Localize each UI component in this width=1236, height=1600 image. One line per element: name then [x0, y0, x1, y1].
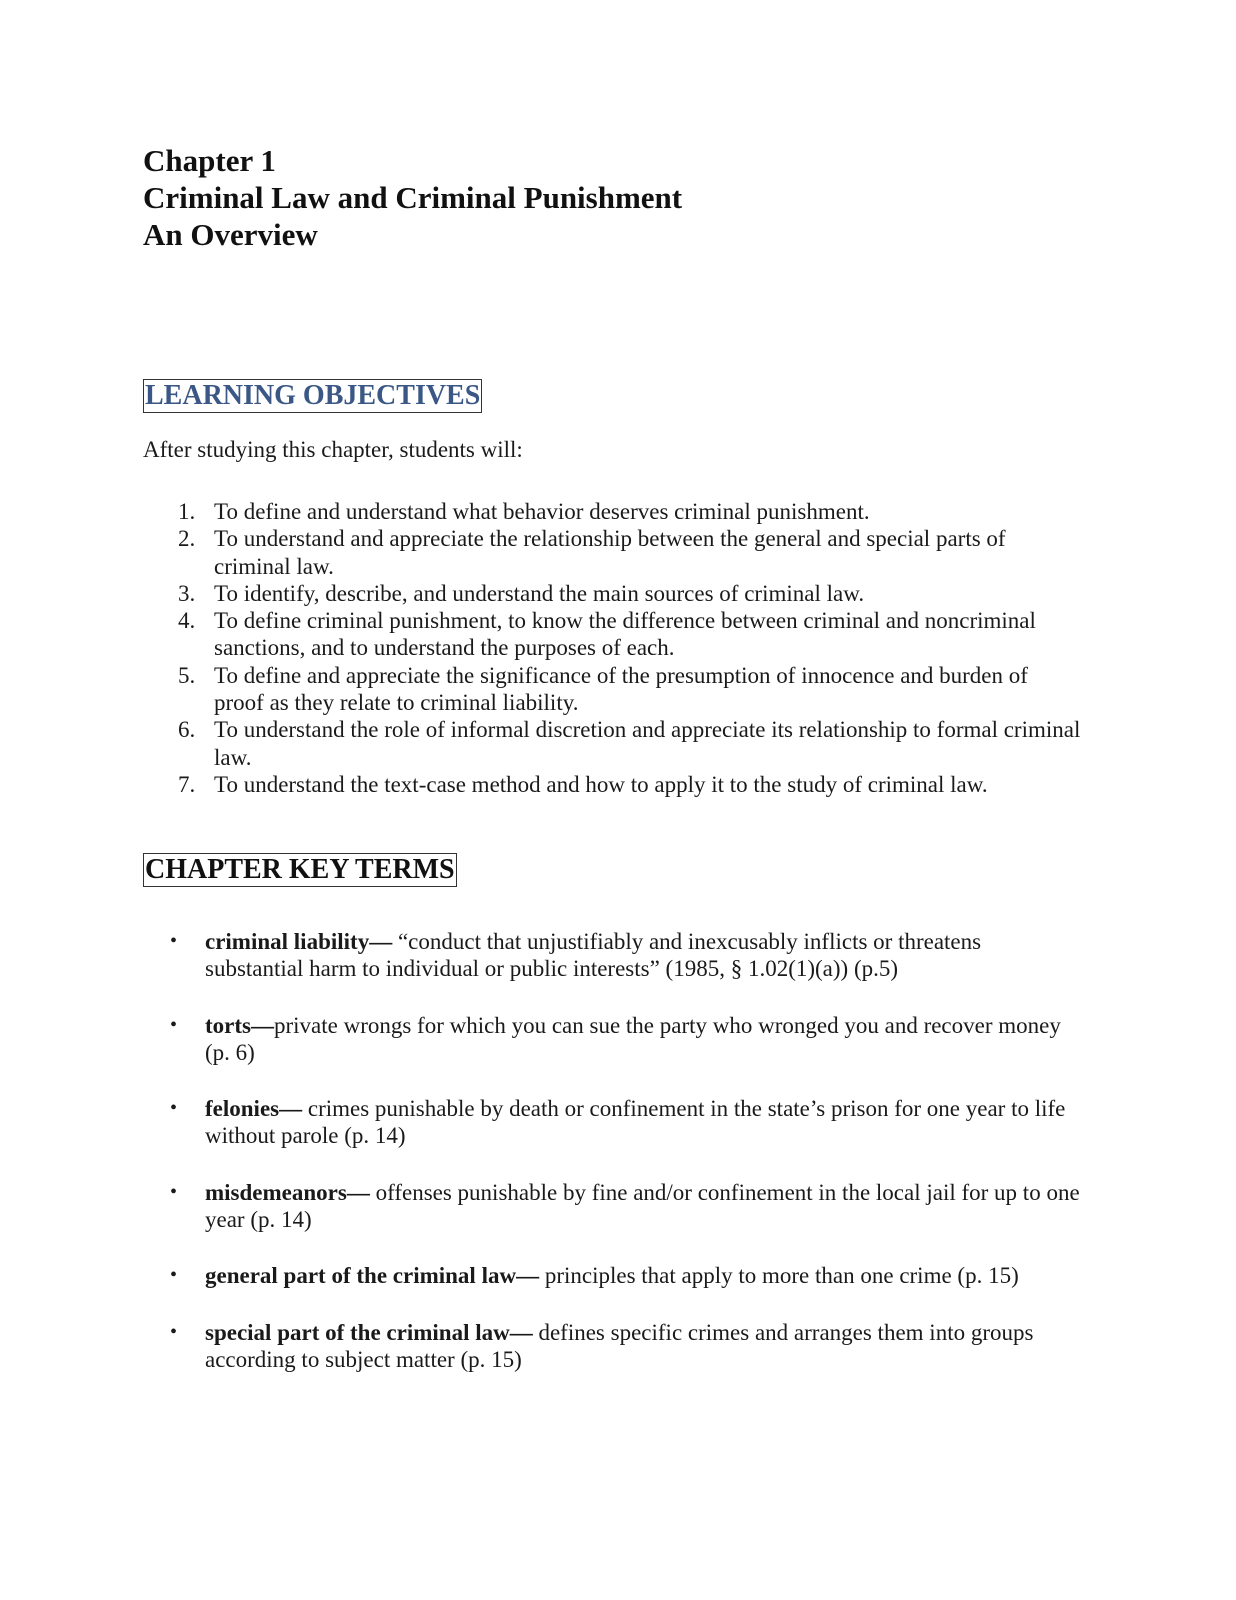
- bullet-icon: •: [170, 1264, 178, 1287]
- objective-number: 2.: [178, 526, 196, 552]
- objective-number: 3.: [178, 580, 196, 606]
- objective-number: 6.: [178, 717, 196, 743]
- bullet-icon: •: [170, 1320, 178, 1343]
- key-term-definition: crimes punishable by death or confinement in the state’s prison for one year to life without parole (p. 14): [205, 1096, 1066, 1149]
- key-term: felonies—: [205, 1096, 303, 1122]
- key-term-definition: private wrongs for which you can sue the party who wronged you and recover money (p. 6): [205, 1012, 1061, 1065]
- chapter-name: Criminal Law and Criminal Punishment: [143, 180, 683, 215]
- key-term: special part of the criminal law—: [205, 1319, 533, 1345]
- objective-item: [143, 607, 1083, 662]
- chapter-number: Chapter 1: [143, 143, 276, 178]
- objectives-intro: After studying this chapter, students will:: [143, 437, 523, 462]
- objective-text: To understand the role of informal discretion and appreciate its relationship to formal criminal law.: [214, 717, 1081, 770]
- key-term-definition: “conduct that unjustifiably and inexcusably inflicts or threatens substantial harm to individual or public interests” (1985, § 1.02(1)(a)) (p.5): [205, 929, 982, 982]
- objective-item: [143, 498, 1083, 525]
- objective-text: To define and understand what behavior deserves criminal punishment.: [214, 499, 870, 524]
- key-terms-list: [143, 928, 1083, 1402]
- chapter-title: [143, 142, 682, 253]
- key-term: criminal liability—: [205, 929, 393, 954]
- key-term-item: [143, 1319, 1083, 1374]
- key-term-definition: principles that apply to more than one crime (p. 15): [539, 1263, 1019, 1289]
- bullet-icon: •: [170, 1013, 178, 1036]
- key-term-definition: offenses punishable by fine and/or confinement in the local jail for up to one year (p. 14): [205, 1179, 1080, 1233]
- key-terms-heading: CHAPTER KEY TERMS: [145, 854, 455, 885]
- objective-text: To define criminal punishment, to know the difference between criminal and noncriminal sanctions, and to understand the purposes of each.: [214, 608, 1036, 661]
- key-term-item: [143, 928, 1083, 983]
- objective-number: 7.: [178, 771, 196, 797]
- key-term-item: [143, 1179, 1083, 1234]
- key-term-definition: defines specific crimes and arranges them into groups according to subject matter (p. 15): [205, 1319, 1034, 1372]
- objective-text: To identify, describe, and understand the main sources of criminal law.: [214, 580, 865, 606]
- objective-item: [143, 525, 1083, 580]
- objective-item: [143, 716, 1083, 771]
- objective-item: [143, 580, 1083, 607]
- key-term-item: [143, 1262, 1083, 1289]
- objectives-list: [143, 498, 1083, 798]
- bullet-icon: •: [170, 1097, 178, 1120]
- objective-item: [143, 771, 1083, 798]
- chapter-subtitle: An Overview: [143, 217, 318, 252]
- key-term: misdemeanors—: [205, 1179, 370, 1205]
- key-term: general part of the criminal law—: [205, 1263, 540, 1289]
- bullet-icon: •: [170, 930, 178, 952]
- key-term-item: [143, 1095, 1083, 1150]
- learning-objectives-heading: LEARNING OBJECTIVES: [145, 380, 481, 411]
- key-term: torts—: [205, 1012, 274, 1038]
- objective-text: To define and appreciate the significance of the presumption of innocence and burden of proof as they relate to criminal liability.: [214, 662, 1028, 716]
- key-term-item: [143, 1012, 1083, 1067]
- objective-number: 4.: [178, 608, 196, 634]
- objective-text: To understand and appreciate the relationship between the general and special parts of criminal law.: [214, 526, 1006, 579]
- objective-text: To understand the text-case method and how to apply it to the study of criminal law.: [214, 771, 988, 797]
- objective-item: [143, 662, 1083, 717]
- objective-number: 1.: [178, 499, 196, 524]
- objective-number: 5.: [178, 662, 196, 688]
- bullet-icon: •: [170, 1180, 178, 1203]
